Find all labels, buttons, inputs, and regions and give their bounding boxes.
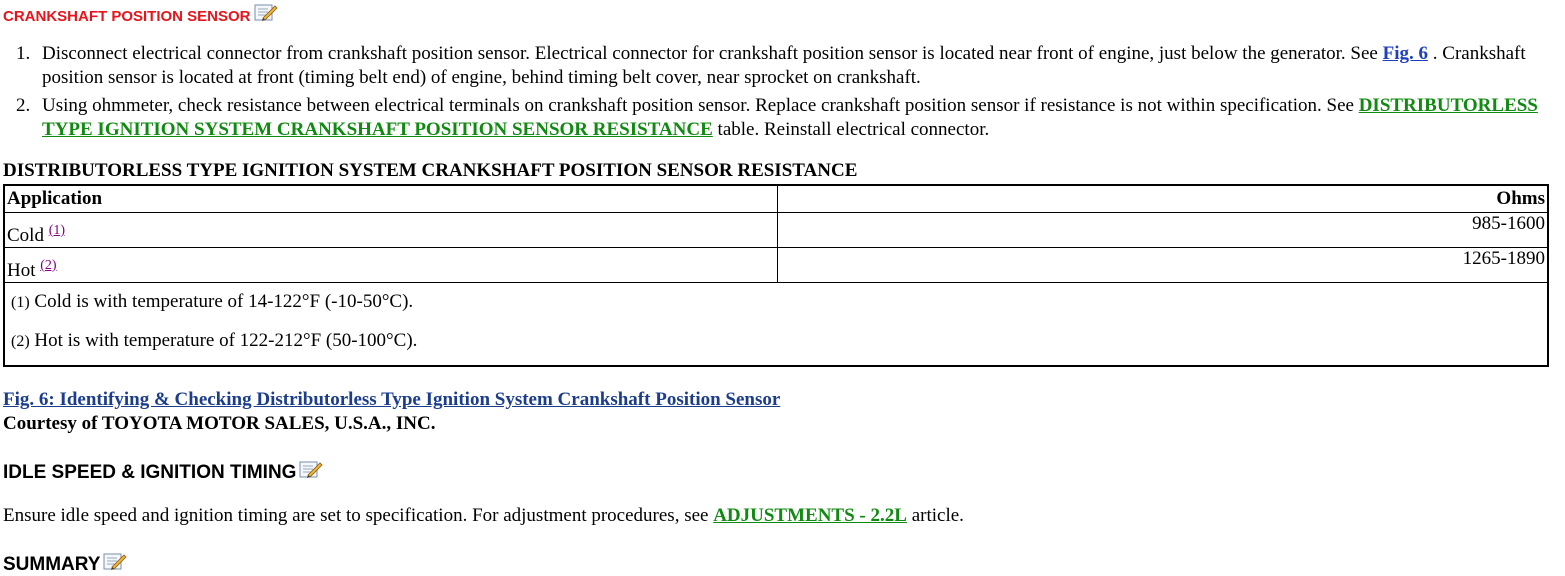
table-title: DISTRIBUTORLESS TYPE IGNITION SYSTEM CRANKSHAFT POSITION SENSOR RESISTANCE: [3, 160, 858, 181]
cell-application: [4, 213, 778, 248]
application-label: Cold: [7, 225, 44, 246]
step-text-after: table. Reinstall electrical connector.: [712, 119, 990, 140]
idle-text-after: article.: [906, 505, 964, 526]
cell-ohms: 1265-1890: [778, 248, 1549, 283]
adjustments-link[interactable]: ADJUSTMENTS - 2.2L: [713, 505, 907, 526]
step-text: Disconnect electrical connector from crankshaft position sensor. Electrical connector for crankshaft position sensor is located near front of engine, just below the generator. See: [42, 43, 1383, 64]
step-text-after: . Crankshaft position sensor is located at front (timing belt end) of engine, behind timing belt cover, near sprocket on crankshaft.: [42, 43, 1526, 88]
step-2: [16, 94, 1562, 142]
footnote-number: (2): [11, 333, 30, 350]
step-text: Using ohmmeter, check resistance between electrical terminals on crankshaft position sensor. Replace crankshaft position sensor if resistance is not within specification. See: [42, 95, 1359, 116]
footnote-text: Cold is with temperature of 14-122°F (-10-50°C).: [34, 291, 414, 312]
idle-speed-heading-text: IDLE SPEED & IGNITION TIMING: [3, 462, 297, 483]
footnote-link-1[interactable]: (1): [48, 223, 66, 238]
header-ohms: Ohms: [778, 185, 1549, 213]
step-number: 1.: [16, 43, 31, 64]
table-row: [4, 248, 1548, 283]
table-row: [4, 213, 1548, 248]
footnote-link-2[interactable]: (2): [40, 258, 57, 273]
step-number: 2.: [16, 95, 31, 116]
idle-speed-heading: [3, 460, 324, 484]
edit-note-icon[interactable]: [298, 460, 324, 480]
footnote-number: (1): [11, 294, 30, 311]
cell-ohms: 985-1600: [778, 213, 1549, 248]
footnote-1: [11, 289, 1541, 315]
resistance-table-link[interactable]: DISTRIBUTORLESS TYPE IGNITION SYSTEM CRANKSHAFT POSITION SENSOR RESISTANCE: [42, 95, 1538, 140]
idle-text: Ensure idle speed and ignition timing are set to specification. For adjustment procedures, see: [3, 505, 714, 526]
application-label: Hot: [7, 260, 36, 281]
idle-speed-paragraph: [3, 505, 964, 527]
table-notes: [4, 283, 1548, 367]
edit-note-icon[interactable]: [102, 552, 128, 572]
footnote-2: [11, 328, 1541, 354]
procedure-steps: [0, 42, 1562, 146]
resistance-table: [3, 184, 1549, 367]
figure-link[interactable]: Fig. 6: Identifying & Checking Distributorless Type Ignition System Crankshaft Position Sensor: [3, 389, 781, 410]
figure-courtesy: Courtesy of TOYOTA MOTOR SALES, U.S.A., INC.: [3, 413, 436, 434]
table-notes-row: [4, 283, 1548, 367]
footnote-text: Hot is with temperature of 122-212°F (50-100°C).: [34, 330, 418, 351]
cell-application: [4, 248, 778, 283]
crankshaft-heading: [3, 3, 279, 25]
header-application: Application: [4, 185, 778, 213]
step-1: [16, 42, 1562, 90]
fig-6-link[interactable]: Fig. 6: [1382, 43, 1429, 64]
edit-note-icon[interactable]: [253, 3, 279, 23]
figure-caption: [3, 389, 780, 411]
summary-heading: [3, 552, 128, 576]
summary-heading-text: SUMMARY: [3, 554, 101, 575]
crankshaft-heading-text: CRANKSHAFT POSITION SENSOR: [3, 8, 251, 25]
table-header-row: [4, 185, 1548, 213]
